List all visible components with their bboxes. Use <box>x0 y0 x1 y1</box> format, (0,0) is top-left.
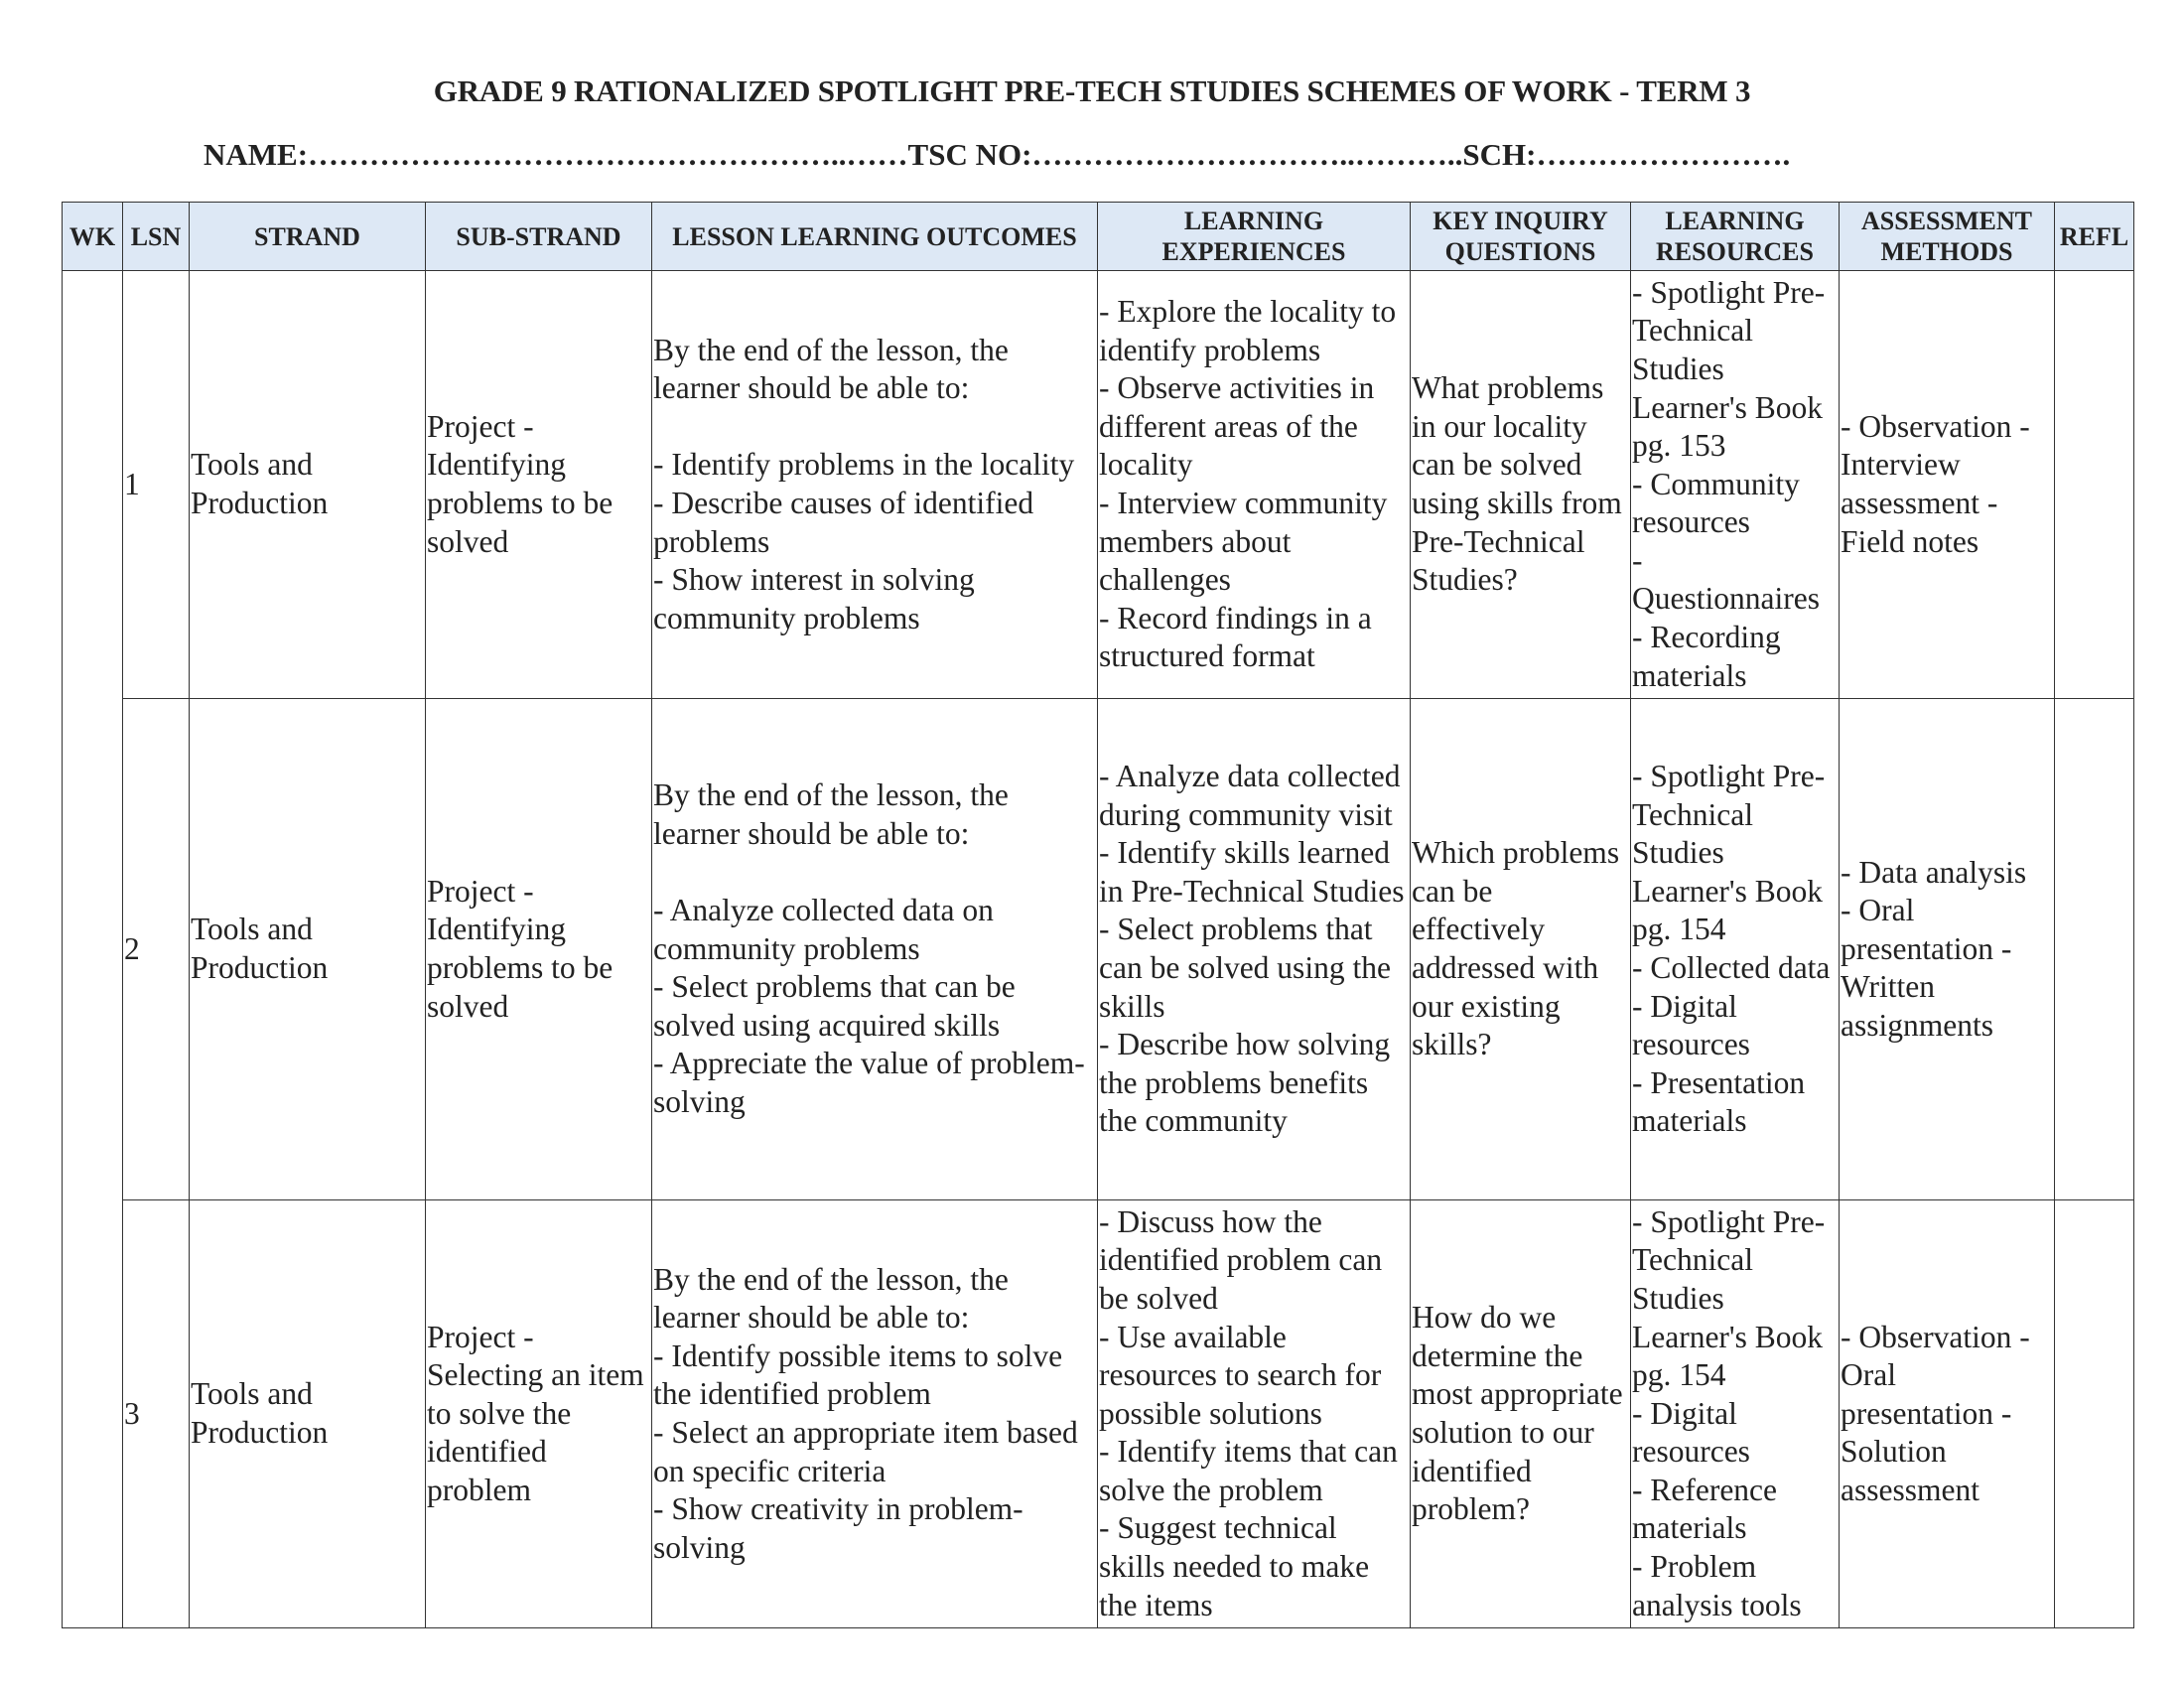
outcome-item: - Show creativity in problem-solving <box>653 1491 1024 1565</box>
week-cell <box>63 271 123 1628</box>
outcome-item: - Describe causes of identified problems <box>653 486 1034 559</box>
learning-resources-cell <box>1631 1200 1840 1628</box>
resource-item: - Spotlight Pre-Technical Studies Learner's Book pg. 154 <box>1632 759 1826 947</box>
outcome-item: - Show interest in solving community problems <box>653 562 975 635</box>
lesson-number-cell: 3 <box>123 1200 190 1628</box>
experience-item: - Discuss how the identified problem can be solved <box>1099 1203 1383 1316</box>
strand-cell: Tools and Production <box>190 271 426 699</box>
assessment-item: - Oral presentation - Written assignments <box>1841 893 2012 1043</box>
learning-outcomes-cell <box>652 271 1098 699</box>
outcome-item: - Select problems that can be solved using acquired skills <box>653 969 1016 1043</box>
reflection-cell[interactable] <box>2055 271 2134 699</box>
outcomes-intro: By the end of the lesson, the learner should be able to: <box>653 777 1009 851</box>
outcomes-intro: By the end of the lesson, the learner should be able to: <box>653 1261 1009 1336</box>
learning-experiences-cell <box>1098 271 1411 699</box>
learning-experiences-cell <box>1098 1200 1411 1628</box>
learning-experiences-cell <box>1098 699 1411 1200</box>
experience-item: - Select problems that can be solved using the skills <box>1099 912 1391 1024</box>
header-row <box>63 203 2134 271</box>
resource-item: - Digital resources <box>1632 988 1750 1062</box>
resource-item: - Spotlight Pre-Technical Studies Learner's Book pg. 153 <box>1632 274 1826 464</box>
table-row <box>63 699 2134 1200</box>
header-wk: WK <box>63 203 123 271</box>
key-inquiry-question-cell: What problems in our locality can be solved using skills from Pre-Technical Studies? <box>1411 271 1631 699</box>
outcome-item: - Appreciate the value of problem-solving <box>653 1046 1085 1120</box>
experience-item: - Describe how solving the problems benefits the community <box>1099 1027 1391 1139</box>
resource-item: - Community resources <box>1632 466 1800 540</box>
strand-cell: Tools and Production <box>190 1200 426 1628</box>
outcome-item: - Select an appropriate item based on specific criteria <box>653 1415 1078 1488</box>
experience-item: - Record findings in a structured format <box>1099 600 1372 674</box>
resource-item: - Spotlight Pre-Technical Studies Learner's Book pg. 154 <box>1632 1203 1826 1393</box>
learning-outcomes-cell <box>652 1200 1098 1628</box>
header-sub-strand: SUB-STRAND <box>426 203 652 271</box>
blank-line <box>653 408 1096 447</box>
assessment-methods-cell: - Observation - Interview assessment - Field notes <box>1840 271 2055 699</box>
experience-item: - Observe activities in different areas of the locality <box>1099 370 1375 483</box>
schemes-of-work-table <box>62 202 2134 1628</box>
reflection-cell[interactable] <box>2055 1200 2134 1628</box>
experience-item: - Suggest technical skills needed to make the items <box>1099 1510 1370 1622</box>
lesson-number-cell: 2 <box>123 699 190 1200</box>
experience-item: - Explore the locality to identify problems <box>1099 294 1397 367</box>
table-row <box>63 271 2134 699</box>
blank-line <box>653 854 1096 893</box>
resource-item: - Digital resources <box>1632 1395 1750 1470</box>
header-strand: STRAND <box>190 203 426 271</box>
name-tsc-school-line: NAME:……………………………………………..……TSC NO:…………………………..………..SCH:……………………. <box>204 137 1791 172</box>
learning-outcomes-cell <box>652 699 1098 1200</box>
outcome-item: - Analyze collected data on community problems <box>653 893 994 966</box>
header-lsn: LSN <box>123 203 190 271</box>
resource-item: - Presentation materials <box>1632 1064 1806 1139</box>
sub-strand-cell: Project - Identifying problems to be solved <box>426 699 652 1200</box>
page-title: GRADE 9 RATIONALIZED SPOTLIGHT PRE-TECH STUDIES SCHEMES OF WORK - TERM 3 <box>433 73 1751 108</box>
assessment-methods-cell: - Observation - Oral presentation - Solution assessment <box>1840 1200 2055 1628</box>
outcomes-intro: By the end of the lesson, the learner should be able to: <box>653 332 1009 406</box>
experience-item: - Identify items that can solve the problem <box>1099 1434 1398 1507</box>
header-key-inquiry-questions: KEY INQUIRY QUESTIONS <box>1411 203 1631 271</box>
resource-item: - Problem analysis tools <box>1632 1549 1802 1622</box>
assessment-methods-cell <box>1840 699 2055 1200</box>
resource-item: - Questionnaires <box>1632 542 1820 617</box>
experience-item: - Identify skills learned in Pre-Technical Studies <box>1099 835 1405 909</box>
learning-resources-cell <box>1631 699 1840 1200</box>
strand-cell: Tools and Production <box>190 699 426 1200</box>
reflection-cell[interactable] <box>2055 699 2134 1200</box>
assessment-item: - Data analysis <box>1841 854 2027 890</box>
sub-strand-cell: Project - Selecting an item to solve the identified problem <box>426 1200 652 1628</box>
header-assessment-methods: ASSESSMENT METHODS <box>1840 203 2055 271</box>
sub-strand-cell: Project - Identifying problems to be solved <box>426 271 652 699</box>
header-learning-resources: LEARNING RESOURCES <box>1631 203 1840 271</box>
header-learning-experiences: LEARNING EXPERIENCES <box>1098 203 1411 271</box>
lesson-number-cell: 1 <box>123 271 190 699</box>
resource-item: - Reference materials <box>1632 1472 1778 1546</box>
header-reflection: REFL <box>2055 203 2134 271</box>
table-row <box>63 1200 2134 1628</box>
experience-item: - Analyze data collected during community visit <box>1099 759 1401 832</box>
header-learning-outcomes: LESSON LEARNING OUTCOMES <box>652 203 1098 271</box>
resource-item: - Collected data <box>1632 950 1831 985</box>
experience-item: - Use available resources to search for possible solutions <box>1099 1319 1382 1431</box>
outcome-item: - Identify problems in the locality <box>653 447 1075 483</box>
experience-item: - Interview community members about challenges <box>1099 486 1388 598</box>
learning-resources-cell <box>1631 271 1840 699</box>
outcome-item: - Identify possible items to solve the identified problem <box>653 1337 1063 1412</box>
key-inquiry-question-cell: How do we determine the most appropriate solution to our identified problem? <box>1411 1200 1631 1628</box>
key-inquiry-question-cell: Which problems can be effectively addressed with our existing skills? <box>1411 699 1631 1200</box>
resource-item: - Recording materials <box>1632 620 1781 693</box>
